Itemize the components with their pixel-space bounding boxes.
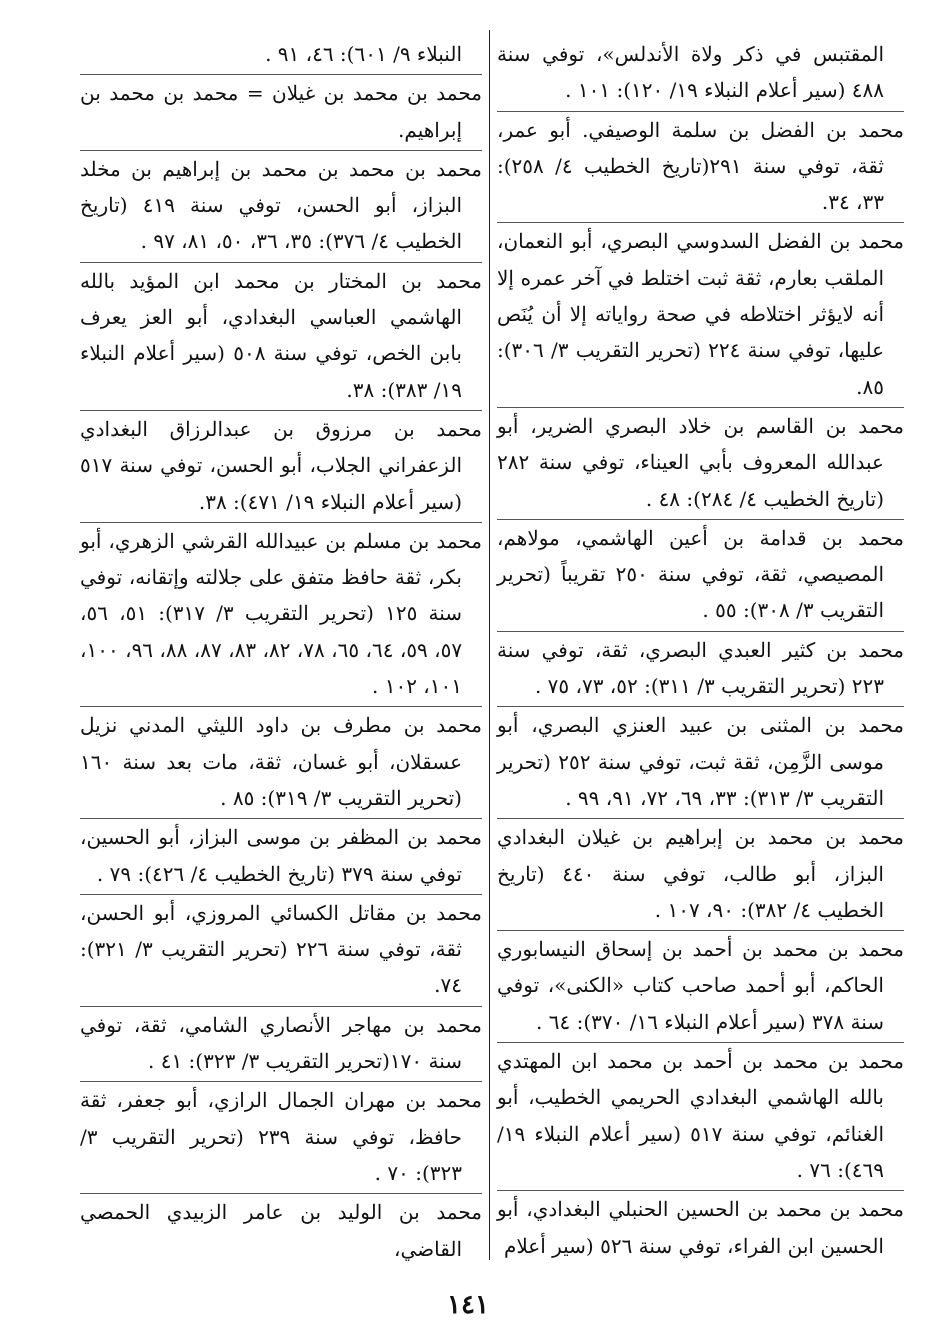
- index-entry: [80, 1082, 482, 1194]
- entry-text: محمد بن مسلم بن عبيدالله القرشي الزهري، أبو بكر، ثقة حافظ متفق على جلالته وإتقانه، توفي سنة ١٢٥ (تحرير التقريب ٣/ ٣١٧): ٥١، ٥٦، ٥٧، ٥٩، ٦٤، ٦٥، ٧٨، ٨٢، ٨٣، ٨٧، ٨٨، ٩٦، ١٠٠، ١٠١، ١٠٢ .: [80, 528, 482, 699]
- entry-text: محمد بن قدامة بن أعين الهاشمي، مولاهم، المصيصي، ثقة، توفي سنة ٢٥٠ تقريباً (تحرير التقريب ٣/ ٣٠٨): ٥٥ .: [497, 525, 904, 623]
- index-entry: [80, 411, 482, 523]
- index-entry: [497, 707, 904, 819]
- index-entry: [80, 707, 482, 819]
- index-entry: [497, 112, 904, 224]
- entry-text: محمد بن المثنى بن عبيد العنزي البصري، أبو موسى الزَّمِن، ثقة ثبت، توفي سنة ٢٥٢ (تحرير التقريب ٣/ ٣١٣): ٣٣، ٦٩، ٧٢، ٩١، ٩٩ .: [497, 713, 904, 810]
- entry-text: محمد بن محمد بن أحمد بن محمد ابن المهتدي بالله الهاشمي البغدادي الحريمي الخطيب، أبو الغنائم، توفي سنة ٥١٧ (سير أعلام النبلاء ١٩/ ٤٦٩): ٧٦ .: [497, 1049, 904, 1182]
- index-entry: [80, 263, 482, 411]
- entry-text: المقتبس في ذكر ولاة الأندلس»، توفي سنة ٤٨٨ (سير أعلام النبلاء ١٩/ ١٢٠): ١٠١ .: [497, 42, 884, 103]
- entry-text: محمد بن مهران الجمال الرازي، أبو جعفر، ثقة حافظ، توفي سنة ٢٣٩ (تحرير التقريب ٣/ ٣٢٣): ٧٠ .: [80, 1088, 482, 1185]
- index-entry: [80, 819, 482, 895]
- page-number: ١٤١: [447, 1290, 489, 1320]
- index-entry: [497, 408, 904, 520]
- index-entry: [80, 523, 482, 707]
- entry-text: محمد بن محمد بن محمد بن إبراهيم بن مخلد البزاز، أبو الحسن، توفي سنة ٤١٩ (تاريخ الخطيب ٤/ ٣٧٦): ٣٥، ٣٦، ٥٠، ٨١، ٩٧ .: [80, 156, 482, 254]
- entry-text: محمد بن محمد بن إبراهيم بن غيلان البغدادي البزاز، أبو طالب، توفي سنة ٤٤٠ (تاريخ الخطيب ٤/ ٣٨٢): ٩٠، ١٠٧ .: [497, 825, 904, 922]
- entry-text: النبلاء ٩/ ٦٠١): ٤٦، ٩١ .: [265, 42, 462, 66]
- index-entry: [497, 1043, 904, 1191]
- index-entry: [497, 223, 904, 407]
- entry-text: محمد بن كثير العبدي البصري، ثقة، توفي سنة ٢٢٣ (تحرير التقريب ٣/ ٣١١): ٥٢، ٧٣، ٧٥ .: [497, 637, 904, 699]
- right-column: [497, 36, 904, 1266]
- index-entry: [80, 75, 482, 151]
- entry-text: محمد بن مهاجر الأنصاري الشامي، ثقة، توفي سنة ١٧٠(تحرير التقريب ٣/ ٣٢٣): ٤١ .: [80, 1012, 482, 1074]
- index-entry: [80, 151, 482, 263]
- entry-text: محمد بن الفضل بن سلمة الوصيفي. أبو عمر، ثقة، توفي سنة ٢٩١(تاريخ الخطيب ٤/ ٢٥٨): ٣٣، ٣٤.: [497, 117, 904, 215]
- index-entry: [497, 931, 904, 1043]
- index-entry: [80, 1194, 482, 1269]
- column-divider: [489, 30, 490, 1260]
- entry-text: محمد بن محمد بن غيلان = محمد بن محمد بن إبراهيم.: [80, 81, 482, 142]
- entry-text: محمد بن الوليد بن عامر الزبيدي الحمصي القاضي،: [80, 1200, 482, 1261]
- entry-text: محمد بن محمد بن أحمد بن إسحاق النيسابوري الحاكم، أبو أحمد صاحب كتاب «الكنى»، توفي سنة ٣٧٨ (سير أعلام النبلاء ١٦/ ٣٧٠): ٦٤ .: [497, 937, 904, 1034]
- entry-text: محمد بن المظفر بن موسى البزاز، أبو الحسين، توفي سنة ٣٧٩ (تاريخ الخطيب ٤/ ٤٢٦): ٧٩ .: [80, 825, 482, 886]
- index-entry: [80, 36, 482, 75]
- index-entry: [497, 632, 904, 708]
- left-column: [80, 36, 482, 1269]
- index-entry: [497, 520, 904, 632]
- entry-text: محمد بن المختار بن محمد ابن المؤيد بالله الهاشمي العباسي البغدادي، أبو العز يعرف بابن الخص، توفي سنة ٥٠٨ (سير أعلام النبلاء ١٩/ ٣٨٣): ٣٨.: [80, 268, 482, 402]
- index-entry: [80, 1007, 482, 1083]
- entry-text: محمد بن الفضل السدوسي البصري، أبو النعمان، الملقب بعارم، ثقة ثبت اختلط في آخر عمره إلا أنه لايؤثر اختلاطه في صحة رواياته إلا أن يُنَص عليها، توفي سنة ٢٢٤ (تحرير التقريب ٣/ ٣٠٦): ٨٥.: [497, 229, 904, 399]
- entry-text: محمد بن مقاتل الكسائي المروزي، أبو الحسن، ثقة، توفي سنة ٢٢٦ (تحرير التقريب ٣/ ٣٢١): ٧٤.: [80, 900, 482, 998]
- index-entry: [497, 1191, 904, 1266]
- entry-text: محمد بن مرزوق بن عبدالرزاق البغدادي الزعفراني الجلاب، أبو الحسن، توفي سنة ٥١٧ (سير أعلام النبلاء ١٩/ ٤٧١): ٣٨.: [80, 416, 482, 514]
- entry-text: محمد بن القاسم بن خلاد البصري الضرير، أبو عبدالله المعروف بأبي العيناء، توفي سنة ٢٨٢ (تاريخ الخطيب ٤/ ٢٨٤): ٤٨ .: [497, 413, 904, 511]
- index-entry: [80, 895, 482, 1007]
- entry-text: محمد بن محمد بن الحسين الحنبلي البغدادي، أبو الحسين ابن الفراء، توفي سنة ٥٢٦ (سير أعلام: [497, 1197, 904, 1258]
- index-entry: [497, 36, 904, 112]
- index-entry: [497, 819, 904, 931]
- entry-text: محمد بن مطرف بن داود الليثي المدني نزيل عسقلان، أبو غسان، ثقة، مات بعد سنة ١٦٠ (تحرير التقريب ٣/ ٣١٩): ٨٥ .: [80, 713, 482, 810]
